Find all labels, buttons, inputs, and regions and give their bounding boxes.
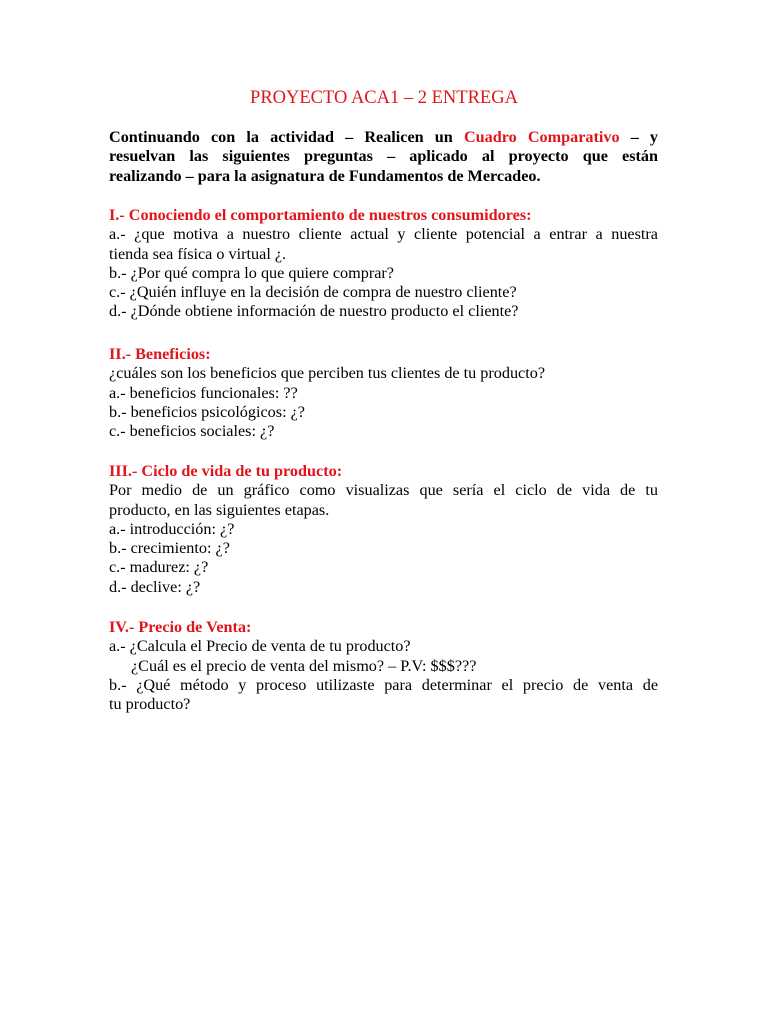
cuadro-comparativo-highlight: Cuadro Comparativo [463, 128, 620, 146]
question-line: d.- ¿Dónde obtiene información de nuestro producto el cliente? [109, 302, 519, 321]
section-heading: IV.- Precio de Venta: [109, 618, 252, 636]
question-line: b.- crecimiento: ¿? [109, 539, 230, 558]
question-line: a.- introducción: ¿? [109, 519, 235, 538]
question-line: c.- madurez: ¿? [109, 558, 209, 577]
section-heading: II.- Beneficios: [109, 345, 211, 363]
question-line: b.- ¿Por qué compra lo que quiere comprar? [109, 263, 394, 282]
intro-text-start: Continuando con la actividad – Realicen un [109, 128, 464, 146]
question-line: ¿cuáles son los beneficios que perciben tus clientes de tu producto? [109, 364, 546, 383]
intro-paragraph [109, 128, 658, 186]
question-line: d.- declive: ¿? [109, 577, 201, 596]
intro-text-end: – y [619, 128, 659, 146]
question-line: c.- ¿Quién influye en la decisión de compra de nuestro cliente? [109, 283, 517, 302]
question-line: b.- ¿Qué método y proceso utilizaste para determinar el precio de venta de [109, 675, 658, 694]
section-precio-de-venta [109, 618, 658, 714]
section-consumidores [109, 206, 658, 322]
question-line: producto, en las siguientes etapas. [109, 500, 330, 519]
section-ciclo-de-vida [109, 462, 658, 597]
question-line: a.- ¿Calcula el Precio de venta de tu producto? [109, 637, 411, 656]
question-line: Por medio de un gráfico como visualizas que sería el ciclo de vida de tu [109, 481, 658, 500]
intro-line-1 [109, 128, 658, 147]
section-beneficios [109, 345, 658, 441]
question-line: c.- beneficios sociales: ¿? [109, 422, 275, 441]
question-line: a.- beneficios funcionales: ?? [109, 383, 298, 402]
section-heading: I.- Conociendo el comportamiento de nuestros consumidores: [109, 206, 532, 224]
intro-line-3: realizando – para la asignatura de Fundamentos de Mercadeo. [109, 166, 541, 185]
question-line: tu producto? [109, 695, 191, 714]
question-line: ¿Cuál es el precio de venta del mismo? – P.V: $$$??? [131, 656, 477, 675]
intro-line-2: resuelvan las siguientes preguntas – aplicado al proyecto que están [109, 147, 658, 166]
question-line: a.- ¿que motiva a nuestro cliente actual y cliente potencial a entrar a nuestra [109, 225, 658, 244]
section-heading: III.- Ciclo de vida de tu producto: [109, 462, 343, 480]
document-title: PROYECTO ACA1 – 2 ENTREGA [250, 88, 518, 108]
question-line: b.- beneficios psicológicos: ¿? [109, 402, 305, 421]
question-line: tienda sea física o virtual ¿. [109, 244, 287, 263]
